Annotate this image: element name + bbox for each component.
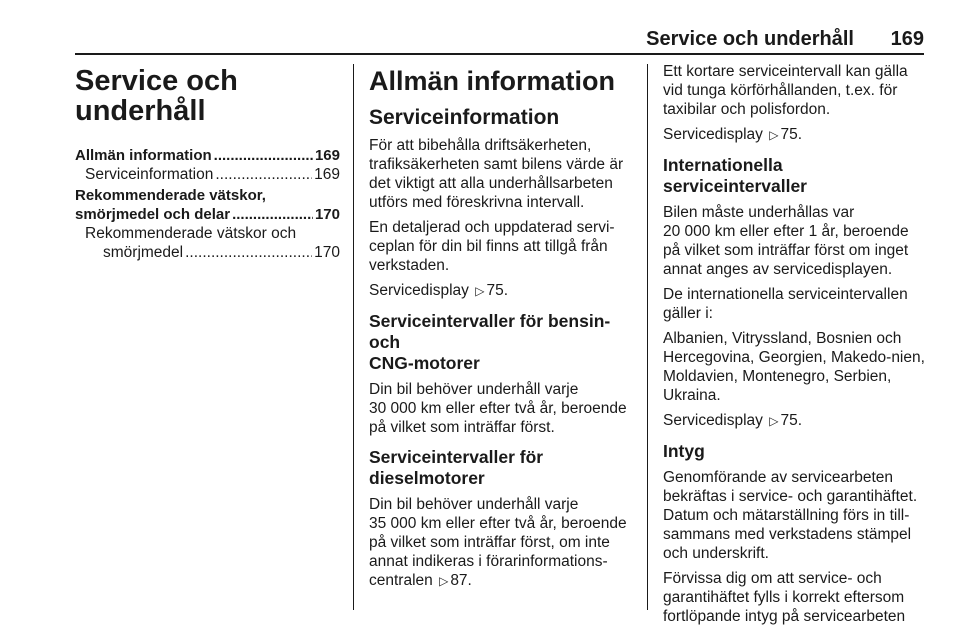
heading-line: Serviceintervaller för	[369, 447, 544, 467]
toc-leader	[215, 165, 312, 184]
paragraph: En detaljerad och uppdaterad servi-ceplan för din bil finns att tillgå från verkstaden.	[369, 219, 615, 274]
heading-line: Serviceintervaller för bensin- och	[369, 311, 611, 352]
heading-line: CNG-motorer	[369, 353, 480, 373]
text-line: på vilket som inträffar först, om inte	[369, 534, 610, 551]
toc-page: 170	[314, 206, 340, 223]
header-rule	[75, 53, 924, 55]
subsection-heading: Intyg	[663, 441, 705, 461]
reference-text: Servicedisplay	[369, 282, 469, 299]
column-divider-1	[353, 64, 354, 610]
cross-reference[interactable]	[663, 411, 928, 431]
text-line: Din bil behöver underhåll varje	[369, 496, 579, 513]
chapter-title-line: Service och	[75, 65, 238, 97]
text-line: annat anges av servicedisplayen.	[663, 261, 893, 278]
text-line: på vilket som inträffar först om inget	[663, 242, 909, 259]
subsection-heading	[369, 311, 634, 374]
toc-label: smörjmedel och delar	[75, 206, 231, 223]
section-heading: Allmän information	[369, 66, 616, 96]
page-reference-arrow-icon[interactable]: ▷	[439, 574, 449, 588]
toc-page: 169	[314, 166, 340, 183]
paragraph: Ett kortare serviceintervall kan gälla vid tunga körförhållanden, t.ex. för taxibilar och polisfordon.	[663, 63, 908, 118]
toc-leader	[232, 205, 313, 224]
chapter-title-line: underhåll	[75, 95, 206, 127]
toc-entry-allman-information[interactable]	[75, 146, 340, 165]
toc-label: Rekommenderade vätskor,	[75, 187, 266, 204]
paragraph: Förvissa dig om att service- och garantihäftet fylls i korrekt eftersom fortlöpande intyg på servicearbeten	[663, 570, 906, 625]
reference-text: Servicedisplay	[663, 412, 763, 429]
toc-page: 170	[314, 244, 340, 261]
toc-entry-rekommenderade-vatskor-smorjmedel[interactable]	[75, 224, 340, 262]
subsection-heading	[369, 447, 634, 489]
column-divider-2	[647, 64, 648, 610]
toc-entry-serviceinformation[interactable]	[75, 165, 340, 184]
toc-label: Allmän information	[75, 147, 212, 164]
toc-label: Serviceinformation	[85, 166, 214, 183]
text-line: 30 000 km eller efter två år, beroende	[369, 400, 627, 417]
paragraph: För att bibehålla driftsäkerheten, trafiksäkerheten samt bilens värde är det viktigt att alla underhållsarbeten utförs med föreskrivna intervall.	[369, 137, 624, 211]
page-number: 169	[890, 28, 924, 50]
reference-page: 75.	[780, 126, 803, 143]
header-title: Service och underhåll	[646, 28, 854, 50]
subsection-heading: Internationella serviceintervaller	[663, 155, 807, 196]
text-line: 20 000 km eller efter 1 år, beroende	[663, 223, 909, 240]
page-reference-arrow-icon: ▷	[769, 414, 779, 428]
cross-reference[interactable]	[369, 281, 634, 301]
page-header	[75, 28, 924, 56]
text-line: Bilen måste underhållas var	[663, 204, 855, 221]
reference-page: 75.	[486, 282, 509, 299]
paragraph: Albanien, Vitryssland, Bosnien och Hercegovina, Georgien, Makedo-nien, Moldavien, Montenegro, Serbien, Ukraina.	[663, 330, 925, 404]
paragraph	[663, 203, 928, 279]
text-line: på vilket som inträffar först.	[369, 419, 555, 436]
content-column-2	[369, 62, 634, 597]
paragraph	[369, 495, 634, 591]
heading-line: dieselmotorer	[369, 468, 485, 488]
reference-text: Servicedisplay	[663, 126, 763, 143]
toc-entry-rekommenderade-vatskor-smorjmedel-delar[interactable]	[75, 186, 340, 224]
chapter-title	[75, 66, 340, 126]
toc-column	[75, 62, 340, 264]
toc-label: smörjmedel	[103, 244, 184, 261]
page-reference-arrow-icon: ▷	[475, 284, 485, 298]
text-line: 35 000 km eller efter två år, beroende	[369, 515, 627, 532]
text-line: centralen	[369, 572, 433, 589]
toc-label: Rekommenderade vätskor och	[85, 225, 297, 242]
subsection-heading: Serviceinformation	[369, 106, 560, 129]
toc-page: 169	[314, 147, 340, 164]
text-line: annat indikeras i förarinformations-	[369, 553, 608, 570]
toc-leader	[185, 243, 312, 262]
paragraph	[369, 380, 634, 437]
toc-list	[75, 146, 340, 262]
page-reference-arrow-icon: ▷	[769, 128, 779, 142]
paragraph: De internationella serviceintervallen gäller i:	[663, 286, 908, 322]
text-line: Din bil behöver underhåll varje	[369, 381, 579, 398]
reference-page: 75.	[780, 412, 803, 429]
paragraph: Genomförande av servicearbeten bekräftas i service- och garantihäftet. Datum och mätarställning förs in till-sammans med verkstadens stämpel och underskrift.	[663, 469, 918, 562]
content-column-3	[663, 62, 928, 632]
toc-leader	[214, 146, 313, 165]
cross-reference[interactable]	[663, 125, 928, 145]
reference-page[interactable]: 87.	[450, 572, 472, 589]
